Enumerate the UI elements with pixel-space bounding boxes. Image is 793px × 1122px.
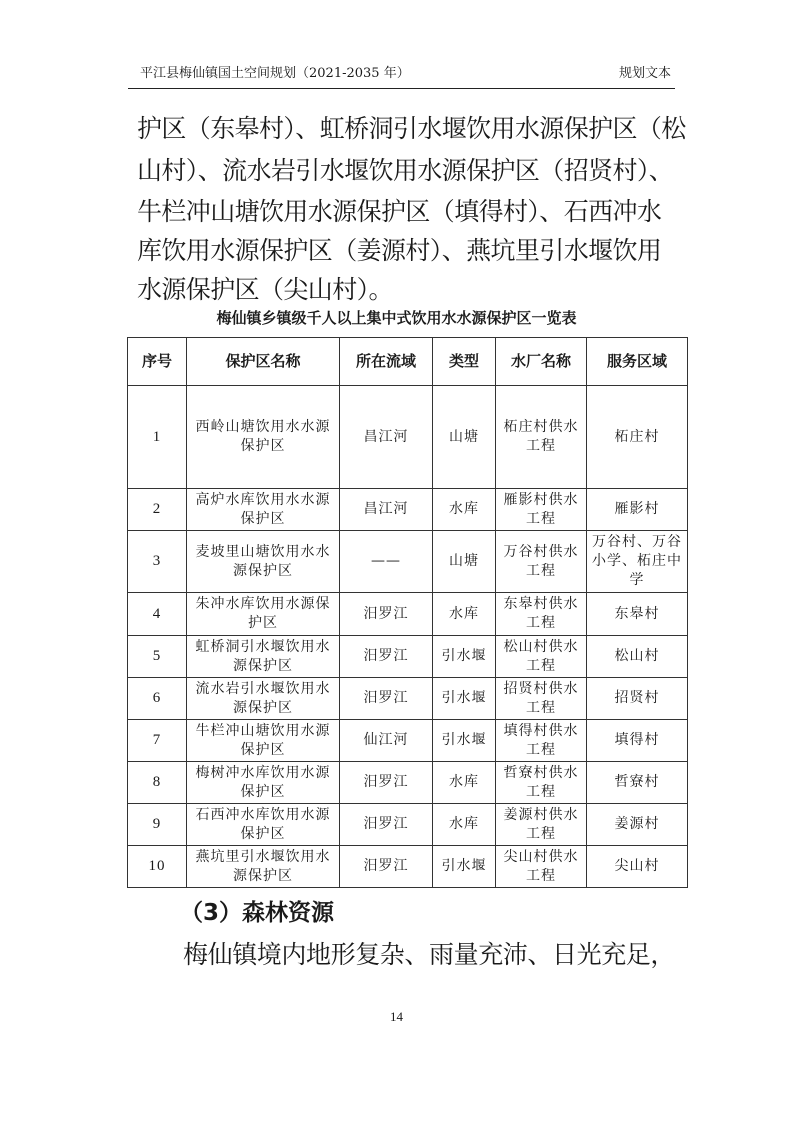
table-cell: 哲寮村供水工程 <box>496 762 587 804</box>
table-row <box>128 636 688 678</box>
table-cell: 梅树冲水库饮用水源保护区 <box>187 762 340 804</box>
table-cell: 引水堰 <box>433 846 496 888</box>
section-title: （3）森林资源 <box>180 900 335 926</box>
table-cell: 雁影村供水工程 <box>496 489 587 531</box>
table-cell: 柘庄村 <box>587 386 688 489</box>
table-cell: 山塘 <box>433 386 496 489</box>
table-cell: 尖山村供水工程 <box>496 846 587 888</box>
table-cell: 哲寮村 <box>587 762 688 804</box>
table-cell: 万谷村供水工程 <box>496 531 587 593</box>
table-cell: 松山村 <box>587 636 688 678</box>
table-row <box>128 846 688 888</box>
table-cell: 朱冲水库饮用水源保护区 <box>187 593 340 636</box>
table-cell: 万谷村、万谷小学、柘庄中学 <box>587 531 688 593</box>
table-cell: 汨罗江 <box>340 636 433 678</box>
body-line: 牛栏冲山塘饮用水源保护区（填得村）、石西冲水 <box>137 197 662 226</box>
table-cell: 汨罗江 <box>340 804 433 846</box>
header-section: 规划文本 <box>618 66 671 81</box>
table-cell: 汨罗江 <box>340 593 433 636</box>
water-source-table <box>127 337 688 888</box>
table-caption: 梅仙镇乡镇级千人以上集中式饮用水水源保护区一览表 <box>216 309 577 327</box>
table-cell: 8 <box>128 762 187 804</box>
table-cell: 引水堰 <box>433 636 496 678</box>
table-cell: 7 <box>128 720 187 762</box>
col-header: 服务区域 <box>587 338 688 386</box>
table-cell: 水库 <box>433 762 496 804</box>
table-cell: 10 <box>128 846 187 888</box>
table-cell: 山塘 <box>433 531 496 593</box>
table-cell: 3 <box>128 531 187 593</box>
header-title: 平江县梅仙镇国土空间规划（2021-2035 年） <box>140 66 410 81</box>
table-cell: 牛栏冲山塘饮用水源保护区 <box>187 720 340 762</box>
table-cell: 石西冲水库饮用水源保护区 <box>187 804 340 846</box>
body-line: 库饮用水源保护区（姜源村）、燕坑里引水堰饮用 <box>137 236 662 265</box>
col-header: 水厂名称 <box>496 338 587 386</box>
paragraph: 梅仙镇境内地形复杂、雨量充沛、日光充足， <box>183 940 676 969</box>
body-line: 山村）、流水岩引水堰饮用水源保护区（招贤村）、 <box>137 156 674 185</box>
table-cell: 招贤村 <box>587 678 688 720</box>
table-row <box>128 804 688 846</box>
table-cell: 虹桥洞引水堰饮用水源保护区 <box>187 636 340 678</box>
table-cell: 2 <box>128 489 187 531</box>
page-number: 14 <box>390 1009 403 1024</box>
table-cell: —— <box>340 531 433 593</box>
table-cell: 引水堰 <box>433 678 496 720</box>
table-row <box>128 489 688 531</box>
table-cell: 汨罗江 <box>340 846 433 888</box>
table-row <box>128 531 688 593</box>
table-cell: 尖山村 <box>587 846 688 888</box>
table-cell: 引水堰 <box>433 720 496 762</box>
table-cell: 水库 <box>433 593 496 636</box>
table-cell: 水库 <box>433 804 496 846</box>
col-header: 序号 <box>128 338 187 386</box>
table-cell: 1 <box>128 386 187 489</box>
table-cell: 高炉水库饮用水水源保护区 <box>187 489 340 531</box>
table-cell: 东皋村供水工程 <box>496 593 587 636</box>
table-cell: 东皋村 <box>587 593 688 636</box>
table-row <box>128 386 688 489</box>
table-cell: 5 <box>128 636 187 678</box>
table-cell: 昌江河 <box>340 489 433 531</box>
table-cell: 麦坡里山塘饮用水水源保护区 <box>187 531 340 593</box>
table-row <box>128 762 688 804</box>
col-header: 类型 <box>433 338 496 386</box>
table-cell: 汨罗江 <box>340 678 433 720</box>
table-cell: 松山村供水工程 <box>496 636 587 678</box>
body-line: 护区（东皋村）、虹桥洞引水堰饮用水源保护区（松 <box>137 114 686 143</box>
table-header-row <box>128 338 688 386</box>
table-cell: 填得村 <box>587 720 688 762</box>
table-row <box>128 593 688 636</box>
table-cell: 水库 <box>433 489 496 531</box>
table-cell: 仙江河 <box>340 720 433 762</box>
table-cell: 姜源村 <box>587 804 688 846</box>
table-cell: 填得村供水工程 <box>496 720 587 762</box>
table-cell: 昌江河 <box>340 386 433 489</box>
table-cell: 柘庄村供水工程 <box>496 386 587 489</box>
table-cell: 4 <box>128 593 187 636</box>
table-cell: 雁影村 <box>587 489 688 531</box>
table-row <box>128 678 688 720</box>
table-cell: 姜源村供水工程 <box>496 804 587 846</box>
table-cell: 燕坑里引水堰饮用水源保护区 <box>187 846 340 888</box>
body-line-last: 水源保护区（尖山村）。 <box>137 275 393 304</box>
table-cell: 西岭山塘饮用水水源保护区 <box>187 386 340 489</box>
table-cell: 6 <box>128 678 187 720</box>
col-header: 所在流域 <box>340 338 433 386</box>
col-header: 保护区名称 <box>187 338 340 386</box>
table-cell: 招贤村供水工程 <box>496 678 587 720</box>
table-cell: 9 <box>128 804 187 846</box>
table-row <box>128 720 688 762</box>
table-cell: 流水岩引水堰饮用水源保护区 <box>187 678 340 720</box>
table-cell: 汨罗江 <box>340 762 433 804</box>
header-rule <box>128 88 675 89</box>
